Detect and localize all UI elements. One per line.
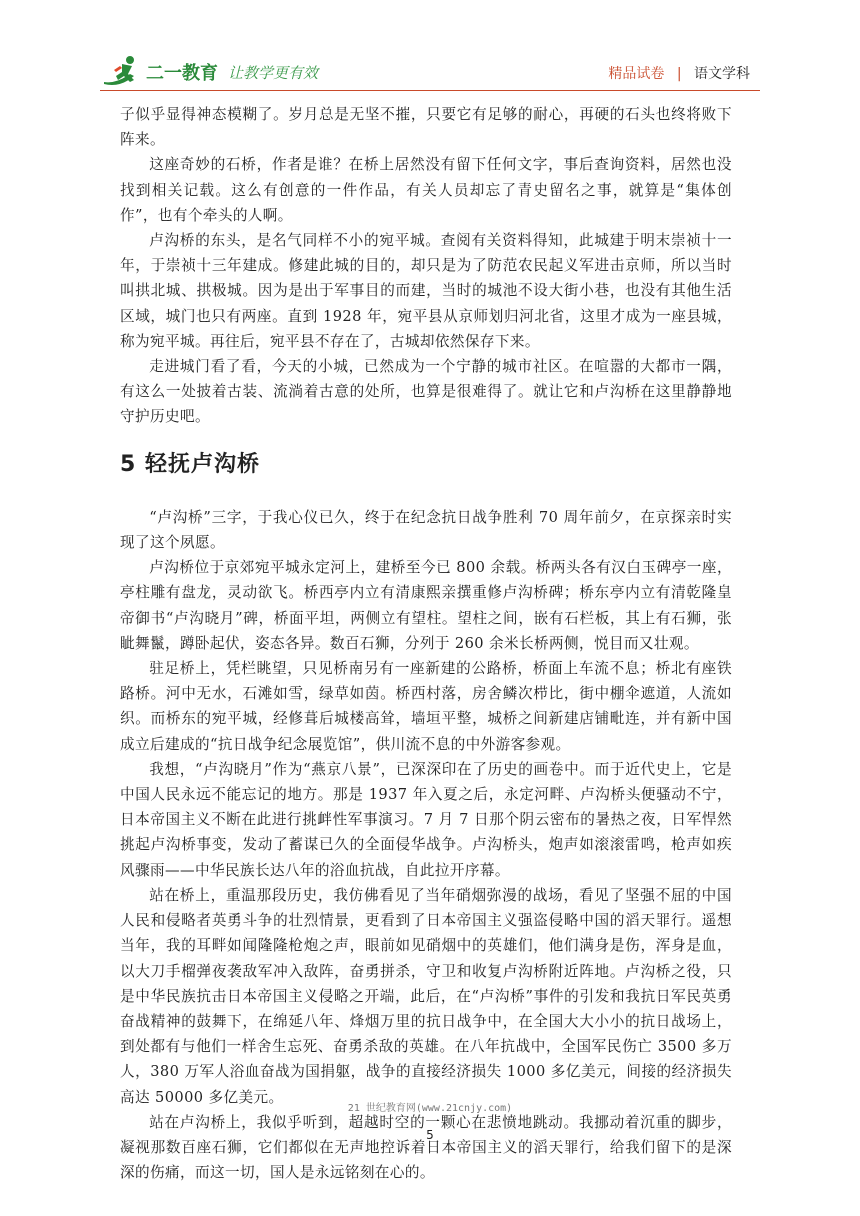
paragraph: 站在桥上，重温那段历史，我仿佛看见了当年硝烟弥漫的战场，看见了坚强不屈的中国人民和侵略者英勇斗争的壮烈情景，更看到了日本帝国主义强盗侵略中国的滔天罪行。遥想当年，我的耳畔如闻隆隆枪炮之声，眼前如见硝烟中的英雄们，他们满身是伤，浑身是血，以大刀手榴弹夜袭敌军冲入敌阵，奋勇拼杀，守卫和收复卢沟桥附近阵地。卢沟桥之役，只是中华民族抗击日本帝国主义侵略之开端，此后，在“卢沟桥”事件的引发和我抗日军民英勇奋战精神的鼓舞下，在绵延八年、烽烟万里的抗日战争中，在全国大大小小的抗日战场上，到处都有与他们一样舍生忘死、奋勇杀敌的英雄。在八年抗战中，全国军民伤亡 3500 多万人，380 万军人浴血奋战为国捐躯，战争的直接经济损失 1000 多亿美元，间接的经济损失高达 50000 多亿美元。 (120, 886, 732, 1106)
article-body (120, 102, 732, 1185)
brand-name: 二一教育 (146, 63, 218, 84)
paragraph: 卢沟桥的东头，是名气同样不小的宛平城。查阅有关资料得知，此城建于明末崇祯十一年，于崇祯十三年建成。修建此城的目的，却只是为了防范农民起义军进击京师，所以当时叫拱北城、拱极城。因为是出于军事目的而建，当时的城池不设大街小巷，也没有其他生活区域，城门也只有两座。直到 1928 年，宛平县从京师划归河北省，这里才成为一座县城，称为宛平城。再往后，宛平县不存在了，古城却依然保存下来。 (120, 232, 732, 350)
runner-icon (100, 54, 144, 90)
paragraph: 驻足桥上，凭栏眺望，只见桥南另有一座新建的公路桥，桥面上车流不息；桥北有座铁路桥。河中无水，石滩如雪，绿草如茵。桥西村落，房舍鳞次栉比，街中棚伞遮道，人流如织。而桥东的宛平城，经修葺后城楼高耸，墙垣平整，城桥之间新建店铺毗连，并有新中国成立后建成的“抗日战争纪念展览馆”，供川流不息的中外游客参观。 (120, 660, 732, 753)
paragraph: 站在卢沟桥上，我似乎听到，超越时空的一颗心在悲愤地跳动。我挪动着沉重的脚步，凝视那数百座石狮，它们都似在无声地控诉着日本帝国主义的滔天罪行，给我们留下的是深深的伤痛，而这一切，国人是永远铭刻在心的。 (120, 1113, 732, 1182)
header-meta (608, 63, 750, 83)
paragraph: 这座奇妙的石桥，作者是谁？在桥上居然没有留下任何文字，事后查询资料，居然也没找到相关记载。这么有创意的一件作品，有关人员却忘了青史留名之事，就算是“集体创作”，也有个牵头的人啊。 (120, 156, 732, 224)
brand-slogan: 让教学更有效 (228, 63, 319, 82)
source-footer: 21 世纪教育网(www.21cnjy.com) (347, 1103, 513, 1114)
category-label: 精品试卷 (608, 66, 665, 82)
brand-logo (100, 54, 318, 90)
subject-label: 语文学科 (694, 66, 750, 82)
page-header (0, 0, 860, 92)
page-number: 5 (426, 1128, 434, 1142)
paragraph: 走进城门看了看，今天的小城，已然成为一个宁静的城市社区。在喧嚣的大都市一隅，有这么一处披着古装、流淌着古意的处所，也算是很难得了。就让它和卢沟桥在这里静静地守护历史吧。 (120, 358, 732, 426)
paragraph: 子似乎显得神态模糊了。岁月总是无坚不摧，只要它有足够的耐心，再硬的石头也终将败下阵来。 (120, 106, 732, 149)
header-divider (100, 90, 760, 91)
paragraph: “卢沟桥”三字，于我心仪已久，终于在纪念抗日战争胜利 70 周年前夕，在京探亲时实现了这个夙愿。 (120, 508, 732, 552)
header-separator: | (676, 66, 682, 82)
section-title: 5 轻抚卢沟桥 (120, 451, 260, 477)
paragraph: 卢沟桥位于京郊宛平城永定河上，建桥至今已 800 余载。桥两头各有汉白玉碑亭一座，亭柱雕有盘龙，灵动欲飞。桥西亭内立有清康熙亲撰重修卢沟桥碑；桥东亭内立有清乾隆皇帝御书“卢沟晓月”碑，桥面平坦，两侧立有望柱。望柱之间，嵌有石栏板，其上有石狮，张眦舞鬣，蹲卧起伏，姿态各异。数百石狮，分列于 260 余米长桥两侧，悦目而又壮观。 (120, 559, 732, 652)
paragraph: 我想，“卢沟晓月”作为“燕京八景”，已深深印在了历史的画卷中。而于近代史上，它是中国人民永远不能忘记的地方。那是 1937 年入夏之后，永定河畔、卢沟桥头便骚动不宁，日本帝国主义不断在此进行挑衅性军事演习。7 月 7 日那个阴云密布的暑热之夜，日军悍然挑起卢沟桥事变，发动了蓄谋已久的全面侵华战争。卢沟桥头，炮声如滚滚雷鸣，枪声如疾风骤雨——中华民族长达八年的浴血抗战，自此拉开序幕。 (120, 760, 732, 879)
